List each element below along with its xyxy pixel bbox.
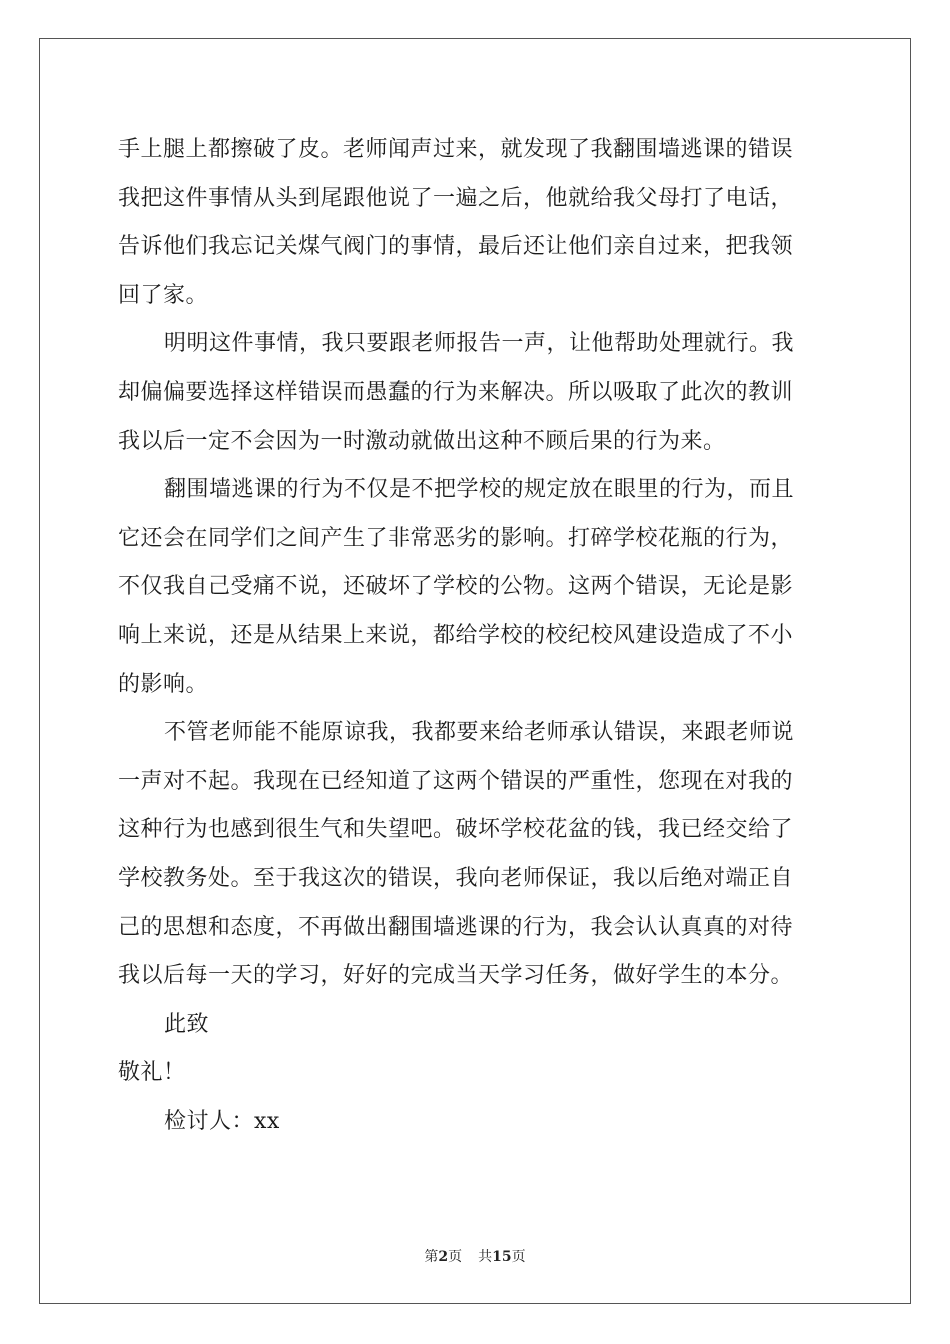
paragraph-line: 告诉他们我忘记关煤气阀门的事情，最后还让他们亲自过来，把我领 xyxy=(118,234,794,260)
page-suffix: 页 xyxy=(448,1249,463,1265)
paragraph-line: 我以后一定不会因为一时激动就做出这种不顾后果的行为来。 xyxy=(118,428,726,454)
paragraph-line: 不仅我自己受痛不说，还破坏了学校的公物。这两个错误，无论是影 xyxy=(118,574,794,600)
total-prefix: 共 xyxy=(478,1249,493,1265)
paragraph-line: 明明这件事情，我只要跟老师报告一声，让他帮助处理就行。我 xyxy=(164,331,795,357)
paragraph-line: 不管老师能不能原谅我，我都要来给老师承认错误，来跟老师说 xyxy=(164,720,795,746)
paragraph-line: 一声对不起。我现在已经知道了这两个错误的严重性，您现在对我的 xyxy=(118,768,794,794)
paragraph-line: 响上来说，还是从结果上来说，都给学校的校纪校风建设造成了不小 xyxy=(118,622,794,648)
document-body xyxy=(118,126,838,1146)
paragraph-line: 学校教务处。至于我这次的错误，我向老师保证，我以后绝对端正自 xyxy=(118,865,794,891)
paragraph-line: 我把这件事情从头到尾跟他说了一遍之后，他就给我父母打了电话， xyxy=(118,185,794,211)
page-footer xyxy=(0,1246,950,1266)
paragraph-line: 的影响。 xyxy=(118,671,209,697)
paragraph-line: 翻围墙逃课的行为不仅是不把学校的规定放在眼里的行为，而且 xyxy=(164,477,795,503)
salutation-line: 敬礼！ xyxy=(118,1060,186,1086)
closing-line: 此致 xyxy=(164,1011,210,1037)
total-pages: 15 xyxy=(492,1249,512,1265)
paragraph-line: 回了家。 xyxy=(118,282,209,308)
total-suffix: 页 xyxy=(511,1249,526,1265)
paragraph-line: 却偏偏要选择这样错误而愚蠢的行为来解决。所以吸取了此次的教训 xyxy=(118,379,794,405)
page-prefix: 第 xyxy=(424,1249,439,1265)
paragraph-line: 这种行为也感到很生气和失望吧。破坏学校花盆的钱，我已经交给了 xyxy=(118,817,794,843)
paragraph-line: 它还会在同学们之间产生了非常恶劣的影响。打碎学校花瓶的行为， xyxy=(118,525,794,551)
paragraph-line: 我以后每一天的学习，好好的完成当天学习任务，做好学生的本分。 xyxy=(118,963,794,989)
signature-line: 检讨人：xx xyxy=(164,1108,280,1134)
page-number: 2 xyxy=(438,1249,449,1265)
paragraph-line: 己的思想和态度，不再做出翻围墙逃课的行为，我会认认真真的对待 xyxy=(118,914,794,940)
paragraph-line: 手上腿上都擦破了皮。老师闻声过来，就发现了我翻围墙逃课的错误 xyxy=(118,137,794,162)
